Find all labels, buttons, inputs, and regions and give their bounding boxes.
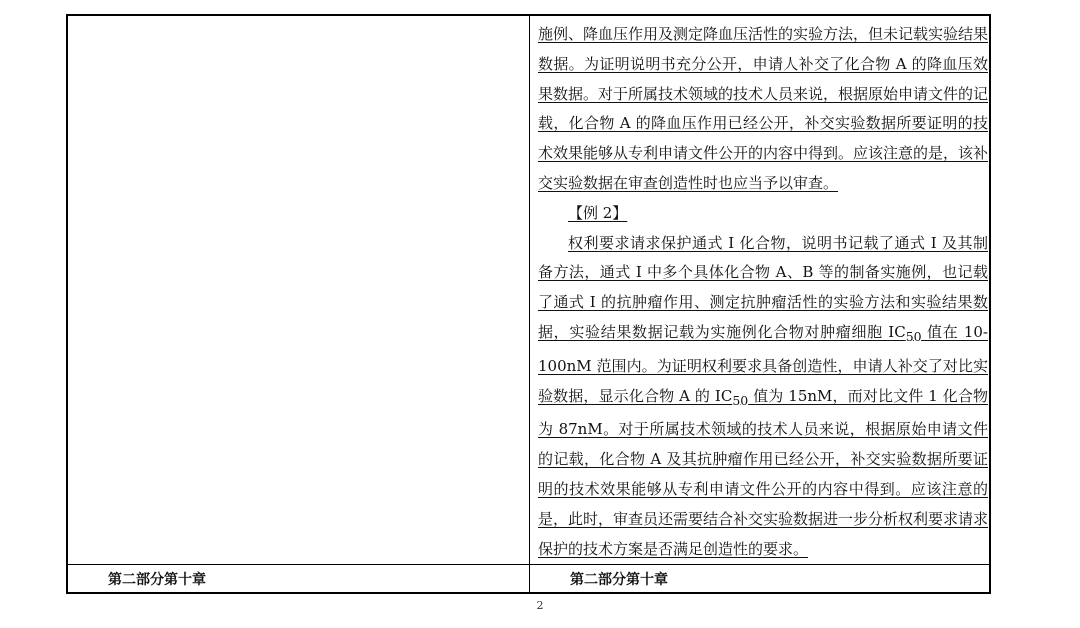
page-number: 2 xyxy=(536,599,544,612)
column-divider xyxy=(529,16,530,592)
paragraph-example-1-continued: 施例、降血压作用及测定降血压活性的实验方法，但未记载实验结果数据。为证明说明书充分公开，申请人补交了化合物 A 的降血压效果数据。对于所属技术领域的技术人员来说，根据原始申请文件的记载，化合物 A 的降血压作用已经公开，补交实验数据所要证明的技术效果能够从专利申请文件公开的内容中得到。应该注意的是，该补交实验数据在审查创造性时也应当予以审查。 xyxy=(538,25,989,192)
paragraph-example-2-part-c: 值为 15nM，而对比文件 1 化合物为 87nM。对于所属技术领域的技术人员来说，根据原始申请文件的记载，化合物 A 及其抗肿瘤作用已经公开，补交实验数据所要证明的技术效果能够从专利申请文件公开的内容中得到。应该注意的是，此时，审查员还需要结合补交实验数据进一步分析权利要求请求保护的技术方案是否满足创造性的要求。 xyxy=(538,386,989,558)
example-2-heading: 【例 2】 xyxy=(568,203,628,222)
paragraph-example-2 xyxy=(538,229,988,565)
footer-left-label: 第二部分第十章 xyxy=(108,572,206,588)
right-column-text xyxy=(538,20,988,564)
ic50-subscript: 50 xyxy=(905,328,922,344)
paragraph-example-2-part-b: 值在 10-100nM 范围内。为证明权利要求具备创造性，申请人补交了对比实验数据，显示化合物 A 的 IC xyxy=(538,322,988,405)
comparison-table xyxy=(66,14,991,594)
ic50-subscript: 50 xyxy=(732,392,749,408)
footer-right-label: 第二部分第十章 xyxy=(570,572,668,588)
paragraph-example-2-part-a: 权利要求请求保护通式 I 化合物，说明书记载了通式 I 及其制备方法，通式 I 中多个具体化合物 A、B 等的制备实施例，也记载了通式 I 的抗肿瘤作用、测定抗肿瘤活性的实验方法和实验结果数据，实验结果数据记载为实施例化合物对肿瘤细胞 IC xyxy=(538,233,988,341)
